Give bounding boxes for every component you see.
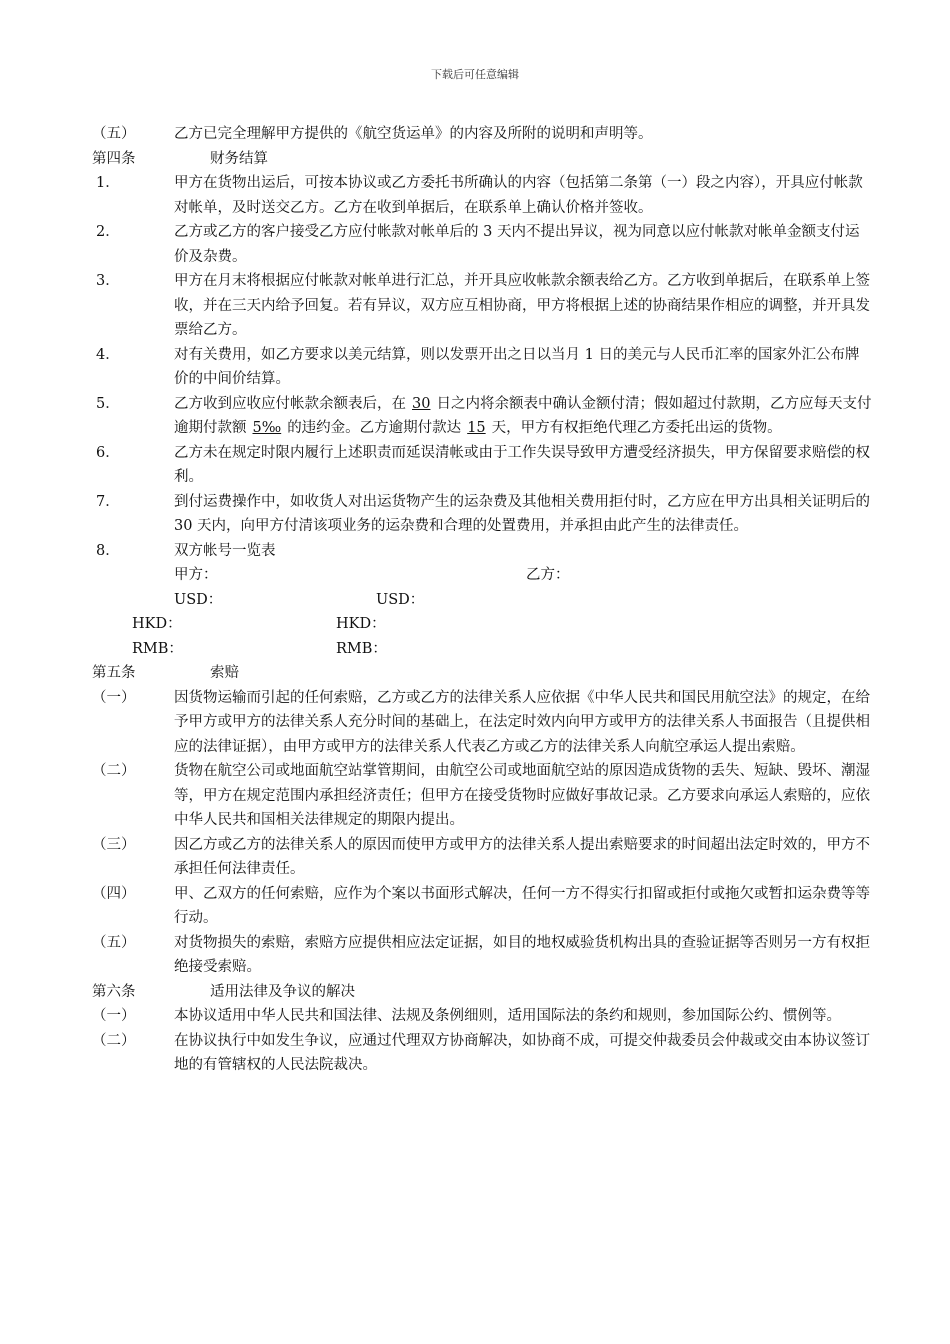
clause-text: 双方帐号一览表 <box>174 542 276 559</box>
account-row-parties <box>92 563 872 588</box>
penalty-rate-value: 5‰ <box>252 420 282 436</box>
party-a-usd-label: USD： <box>174 591 223 608</box>
article-title: 财务结算 <box>210 150 268 167</box>
clause-number: 6． <box>96 444 120 461</box>
page-header-note: 下载后可任意编辑 <box>431 68 519 81</box>
account-row-rmb <box>92 637 872 662</box>
party-a-rmb-label: RMB： <box>132 640 183 657</box>
clause-number: （三） <box>92 836 136 853</box>
clause-number: （二） <box>92 763 136 779</box>
clause-text: 到付运费操作中，如收货人对出运货物产生的运杂费及其他相关费用拒付时，乙方应在甲方出具相关证明后的 30 天内，向甲方付清该项业务的运杂费和合理的处置费用，并承担由此产生的法律责任。 <box>174 493 870 534</box>
clause-5-3 <box>92 833 872 882</box>
overdue-days-value: 15 <box>467 420 486 436</box>
clause-4-2 <box>92 220 872 269</box>
clause-number: （四） <box>92 885 136 902</box>
clause-text: 乙方已完全理解甲方提供的《航空货运单》的内容及所附的说明和声明等。 <box>174 126 653 142</box>
clause-5-4 <box>92 882 872 931</box>
clause-3-5 <box>92 122 872 147</box>
article-title: 索赔 <box>210 665 239 681</box>
clause-text: 甲方在月末将根据应付帐款对帐单进行汇总，并开具应收帐款余额表给乙方。乙方收到单据后，在联系单上签收，并在三天内给予回复。若有异议，双方应互相协商，甲方将根据上述的协商结果作相应的调整，并开具发票给乙方。 <box>174 273 870 338</box>
clause-text-part: 的违约金。乙方逾期付款达 <box>287 420 462 436</box>
clause-number: 3． <box>96 273 120 289</box>
clause-text: 本协议适用中华人民共和国法律、法规及条例细则，适用国际法的条约和规则，参加国际公约、惯例等。 <box>174 1008 841 1024</box>
clause-number: 1． <box>96 175 120 191</box>
clause-number: （五） <box>92 126 136 142</box>
clause-4-1 <box>92 171 872 220</box>
article-5-heading <box>92 661 872 686</box>
clause-number: 2． <box>96 224 120 240</box>
clause-text-part: 天，甲方有权拒绝代理乙方委托出运的货物。 <box>491 420 782 436</box>
clause-text <box>174 392 872 441</box>
clause-5-2 <box>92 759 872 833</box>
clause-number: 5． <box>96 395 120 412</box>
clause-4-4 <box>92 343 872 392</box>
party-b-hkd-label: HKD： <box>336 616 386 632</box>
party-a-hkd-label: HKD： <box>132 616 182 632</box>
clause-4-3 <box>92 269 872 343</box>
payment-days-value: 30 <box>412 395 431 412</box>
clause-number: （五） <box>92 934 136 951</box>
clause-text: 对货物损失的索赔，索赔方应提供相应法定证据，如目的地权威验货机构出具的查验证据等否则另一方有权拒绝接受索赔。 <box>174 934 870 975</box>
clause-text: 乙方未在规定时限内履行上述职责而延误清帐或由于工作失误导致甲方遭受经济损失，甲方保留要求赔偿的权利。 <box>174 444 870 485</box>
account-row-hkd <box>92 612 872 637</box>
article-number: 第四条 <box>92 150 136 167</box>
party-a-label: 甲方： <box>174 567 218 583</box>
clause-number: （一） <box>92 689 136 706</box>
clause-number: （二） <box>92 1032 136 1049</box>
clause-4-8 <box>92 539 872 564</box>
clause-text-part: 日之内将余额表中确认金额付清；假如超过付款期，乙方应每天支付逾期付款额 <box>174 395 872 436</box>
clause-6-2 <box>92 1029 872 1078</box>
clause-number: 4． <box>96 346 120 363</box>
clause-text: 对有关费用，如乙方要求以美元结算，则以发票开出之日以当月 1 日的美元与人民币汇率的国家外汇公布牌价的中间价结算。 <box>174 346 860 387</box>
party-b-rmb-label: RMB： <box>336 640 387 657</box>
contract-body <box>92 122 872 1078</box>
clause-text-part: 乙方收到应收应付帐款余额表后，在 <box>174 395 406 412</box>
clause-text: 因货物运输而引起的任何索赔，乙方或乙方的法律关系人应依据《中华人民共和国民用航空法》的规定，在给予甲方或甲方的法律关系人充分时间的基础上，在法定时效内向甲方或甲方的法律关系人书面报告（且提供相应的法律证据），由甲方或甲方的法律关系人代表乙方或乙方的法律关系人向航空承运人提出索赔。 <box>174 689 870 755</box>
party-b-label: 乙方： <box>526 567 570 583</box>
clause-text: 甲方在货物出运后，可按本协议或乙方委托书所确认的内容（包括第二条第（一）段之内容），开具应付帐款对帐单，及时送交乙方。乙方在收到单据后，在联系单上确认价格并签收。 <box>174 175 863 216</box>
clause-4-6 <box>92 441 872 490</box>
article-number: 第六条 <box>92 983 136 1000</box>
clause-6-1 <box>92 1004 872 1029</box>
article-4-heading <box>92 147 872 172</box>
party-b-usd-label: USD： <box>376 591 425 608</box>
clause-text: 因乙方或乙方的法律关系人的原因而使甲方或甲方的法律关系人提出索赔要求的时间超出法定时效的，甲方不承担任何法律责任。 <box>174 836 870 877</box>
clause-text: 货物在航空公司或地面航空站掌管期间，由航空公司或地面航空站的原因造成货物的丢失、短缺、毁坏、潮湿等，甲方在规定范围内承担经济责任；但甲方在接受货物时应做好事故记录。乙方要求向承运人索赔的，应依中华人民共和国相关法律规定的期限内提出。 <box>174 763 870 828</box>
clause-text: 乙方或乙方的客户接受乙方应付帐款对帐单后的 3 天内不提出异议，视为同意以应付帐款对帐单金额支付运价及杂费。 <box>174 224 860 265</box>
article-title: 适用法律及争议的解决 <box>210 983 355 1000</box>
article-number: 第五条 <box>92 665 136 681</box>
account-row-usd <box>92 588 872 613</box>
clause-text: 甲、乙双方的任何索赔，应作为个案以书面形式解决，任何一方不得实行扣留或拒付或拖欠或暂扣运杂费等等行动。 <box>174 885 870 926</box>
article-6-heading <box>92 980 872 1005</box>
clause-number: 8． <box>96 542 120 559</box>
clause-4-7 <box>92 490 872 539</box>
clause-text: 在协议执行中如发生争议，应通过代理双方协商解决，如协商不成，可提交仲裁委员会仲裁或交由本协议签订地的有管辖权的人民法院裁决。 <box>174 1032 870 1073</box>
clause-5-1 <box>92 686 872 760</box>
clause-4-5 <box>92 392 872 441</box>
clause-number: 7． <box>96 493 120 510</box>
clause-5-5 <box>92 931 872 980</box>
clause-number: （一） <box>92 1008 136 1024</box>
